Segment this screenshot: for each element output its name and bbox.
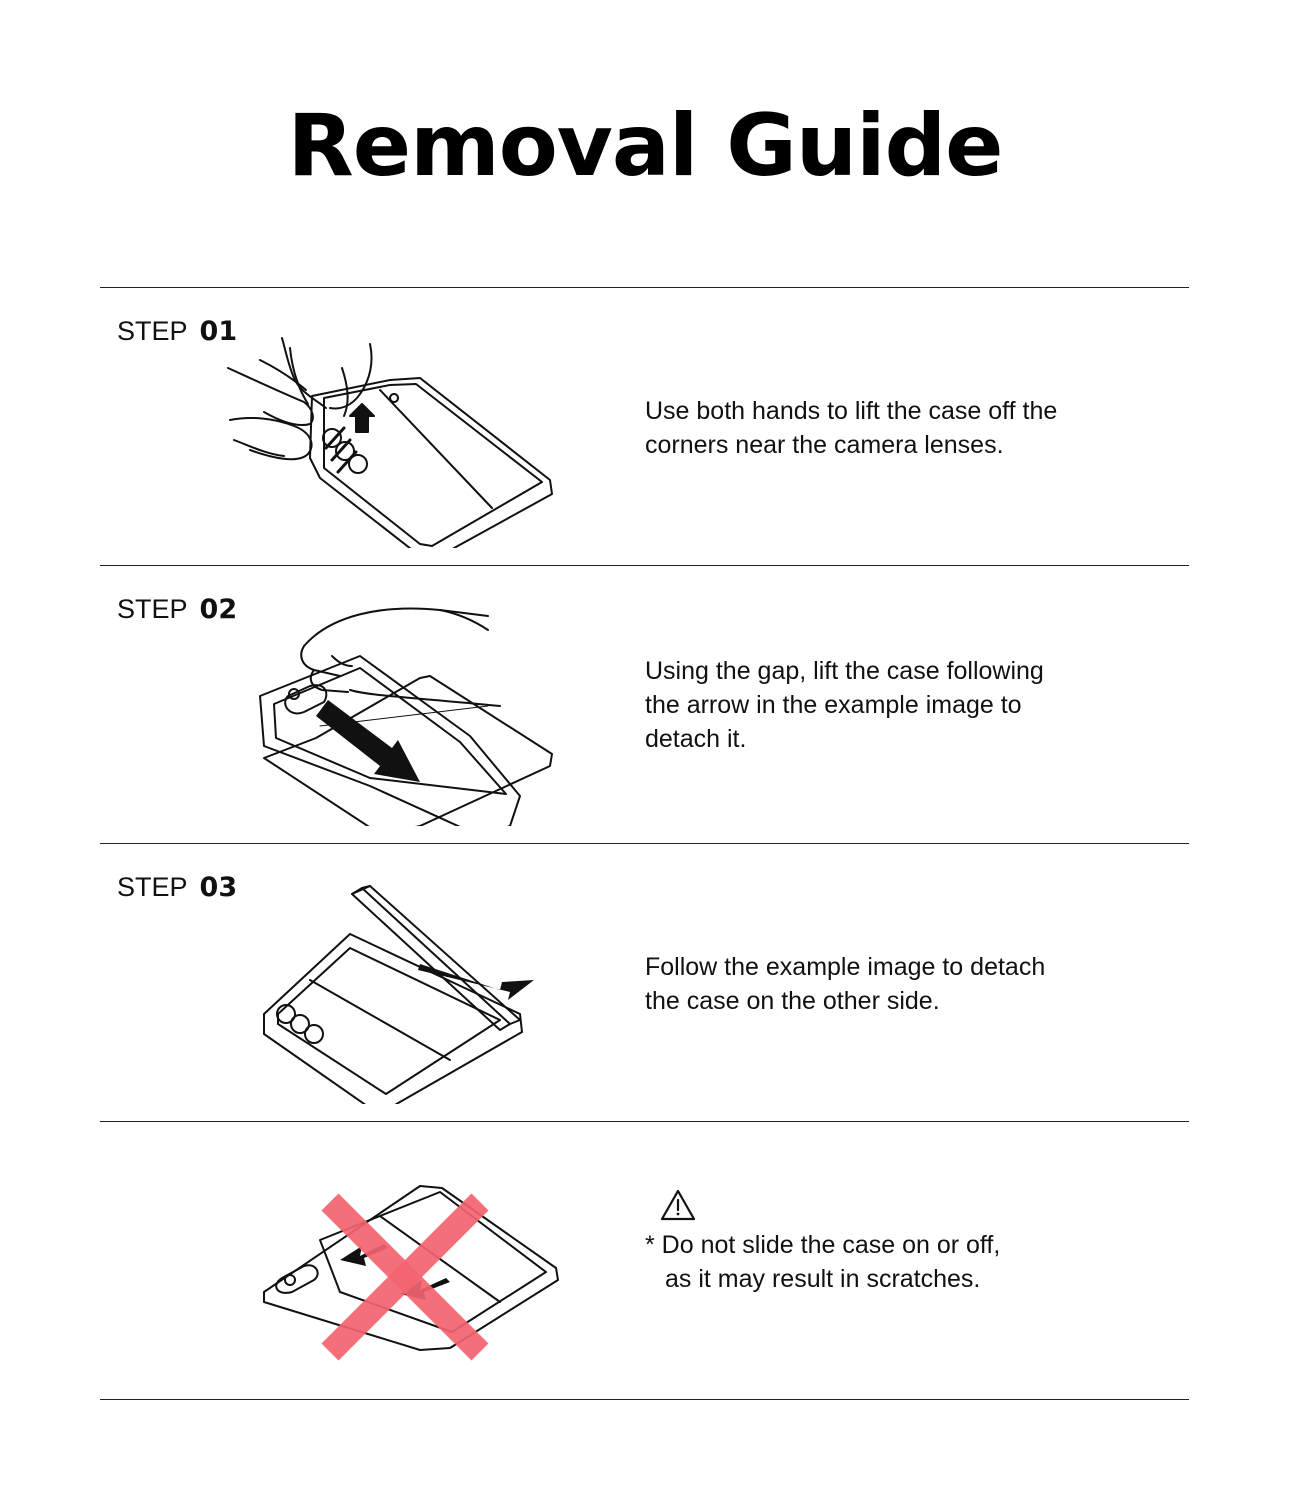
step-01-illustration [220,308,560,548]
divider [100,1399,1189,1400]
step-description [645,950,1045,1018]
step-02-section [100,566,1189,843]
warning-triangle-icon [660,1188,696,1222]
step-description [645,654,1044,756]
description-line: detach it. [645,725,747,753]
description-line: the case on the other side. [645,987,940,1015]
description-line: corners near the camera lenses. [645,431,1004,459]
step-03-section [100,844,1189,1121]
warning-section [100,1122,1189,1399]
step-number: 01 [199,316,238,347]
warning-text [645,1228,1000,1296]
description-line: Use both hands to lift the case off the [645,397,1058,425]
page-title: Removal Guide [287,96,1003,196]
step-number: 02 [199,594,238,625]
step-word: STEP [117,872,188,902]
description-line: the arrow in the example image to [645,691,1022,719]
step-02-illustration [220,586,560,826]
step-word: STEP [117,316,188,346]
description-line: Using the gap, lift the case following [645,657,1044,685]
step-number: 03 [199,872,238,903]
warning-line: as it may result in scratches. [665,1265,981,1293]
step-word: STEP [117,594,188,624]
warning-line: * Do not slide the case on or off, [645,1231,1001,1259]
step-description [645,394,1057,462]
step-01-section [100,288,1189,565]
step-03-illustration [220,864,560,1104]
description-line: Follow the example image to detach [645,953,1046,981]
warning-illustration [220,1142,560,1382]
